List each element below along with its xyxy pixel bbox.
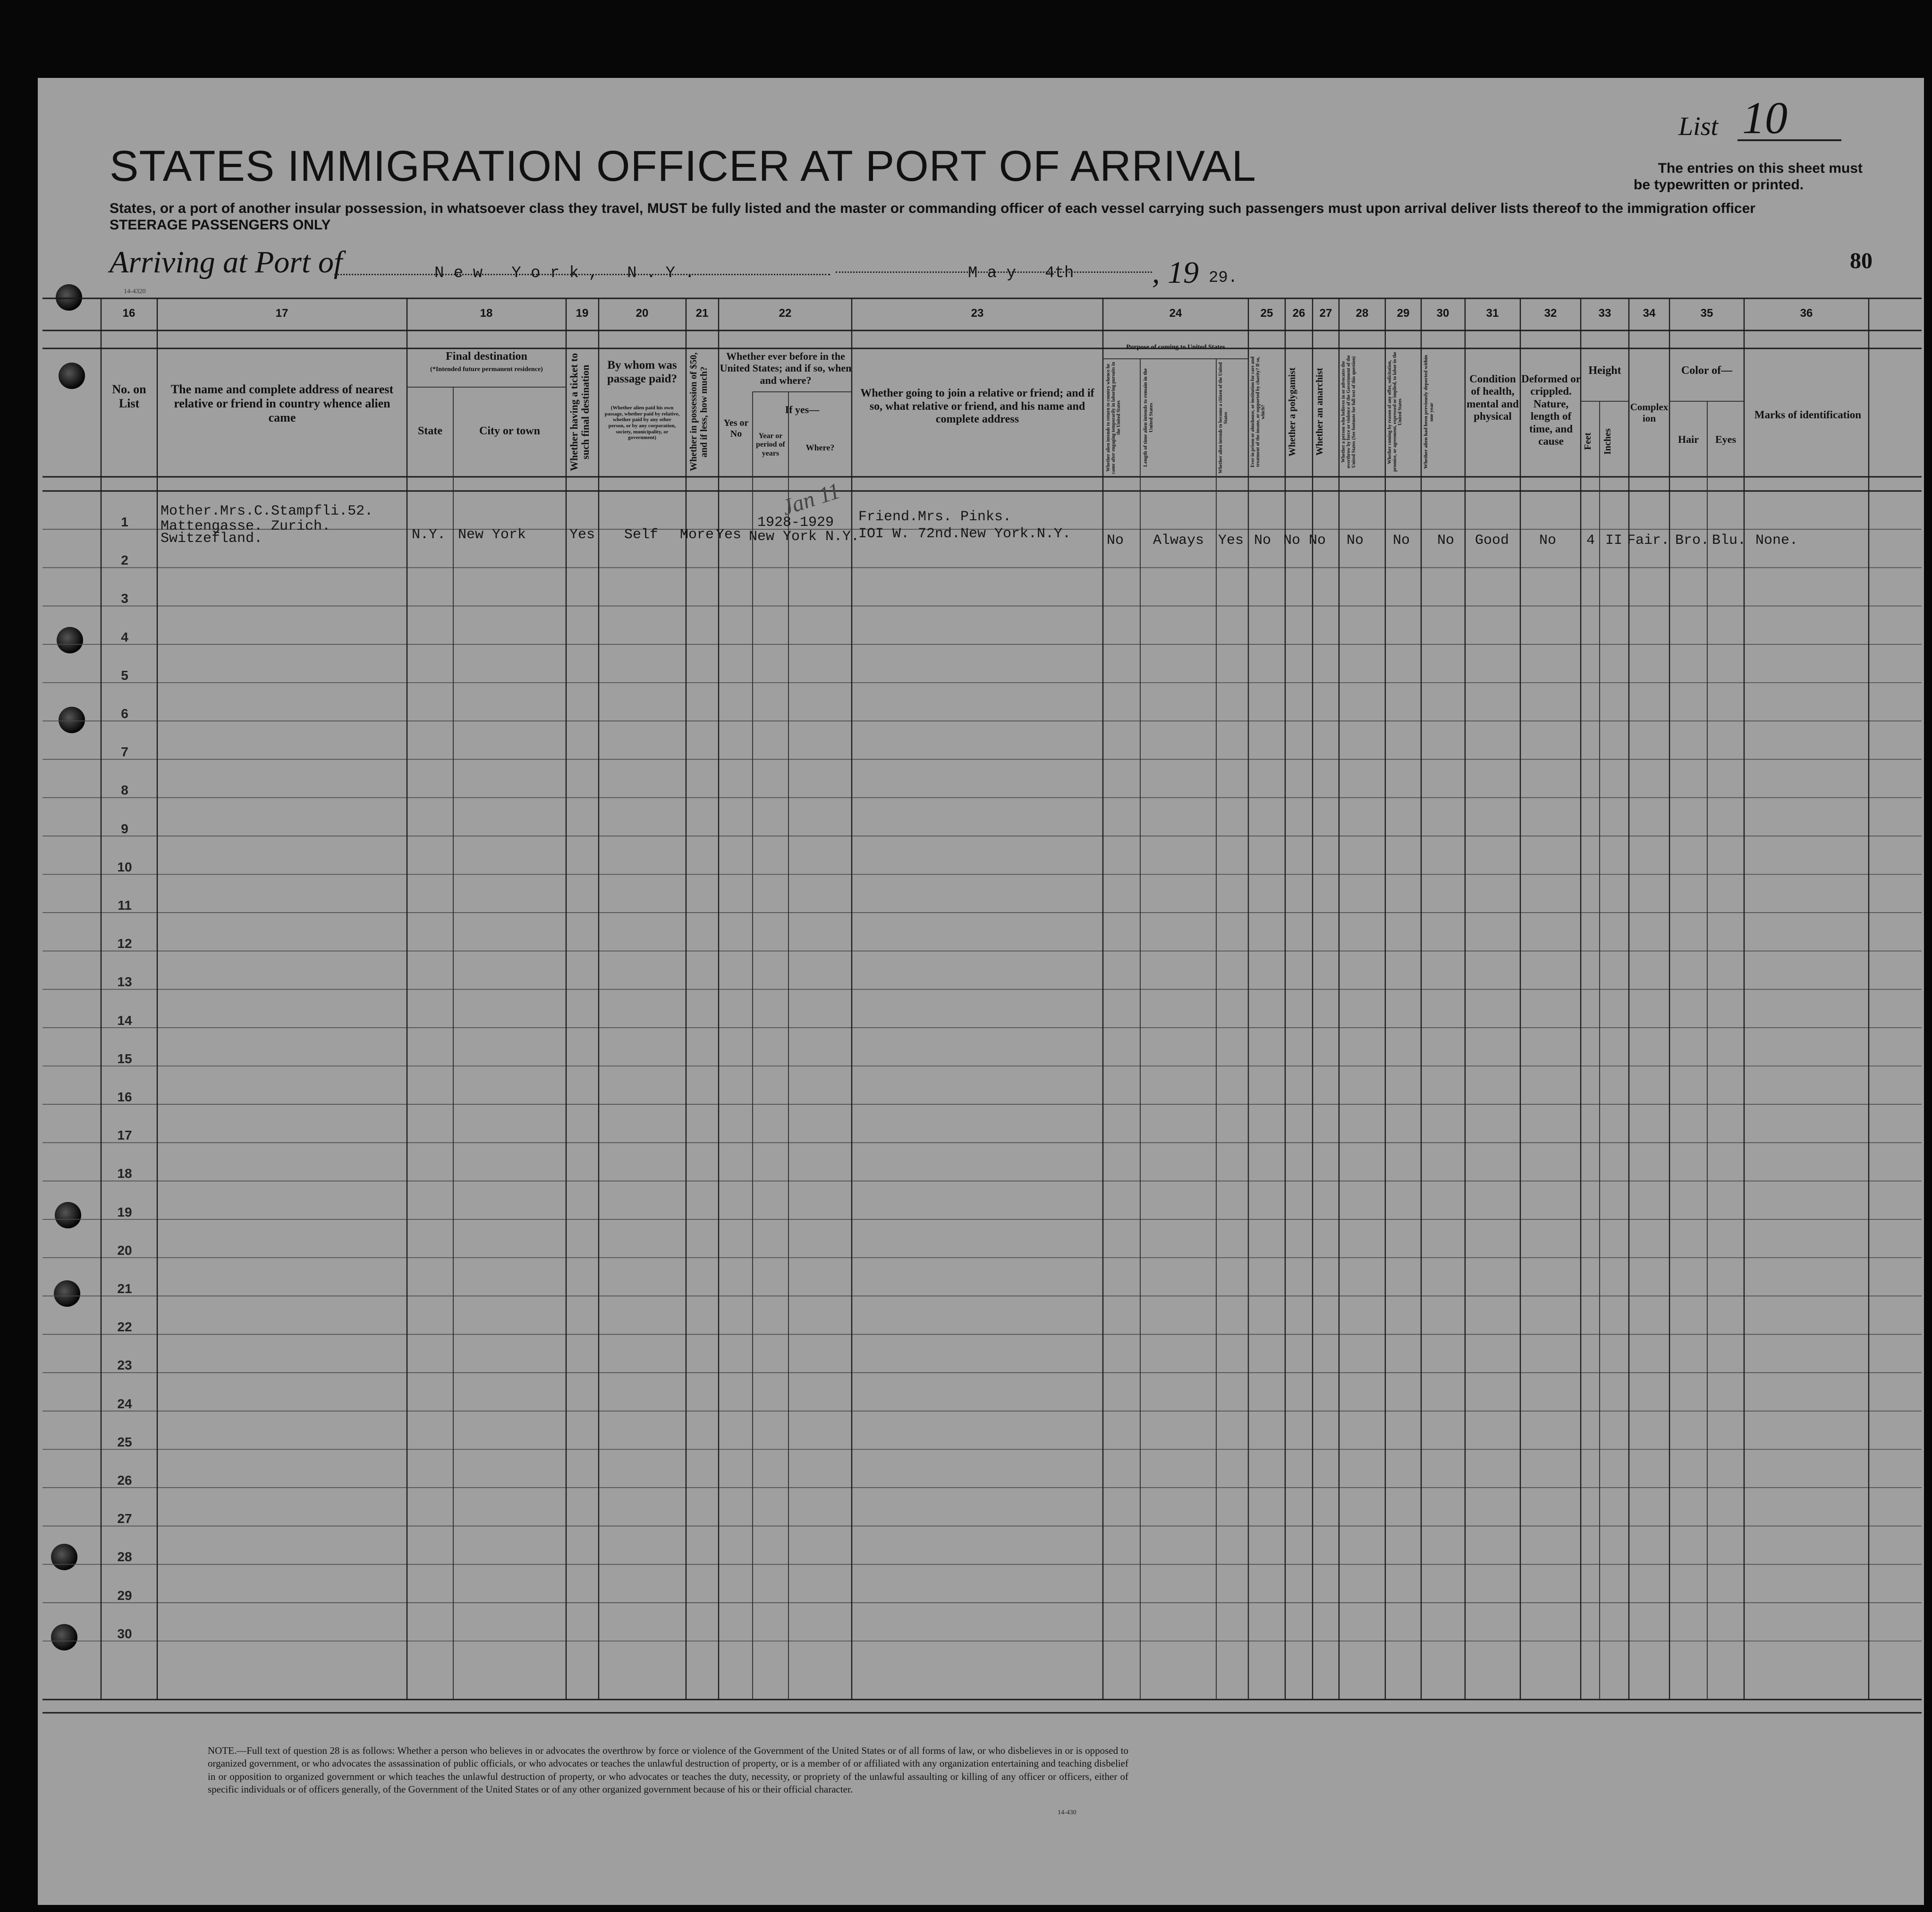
header-join-relative: Whether going to join a relative or friend; and if so, what relative or friend, and his name and complete address bbox=[860, 387, 1094, 426]
entry-prison: No bbox=[1254, 533, 1271, 549]
header-marks: Marks of identification bbox=[1754, 409, 1862, 421]
row-number: 5 bbox=[121, 668, 128, 683]
column-number: 36 bbox=[1800, 307, 1813, 320]
column-number: 29 bbox=[1397, 307, 1410, 320]
header-year-period: Year or period of years bbox=[756, 432, 785, 457]
header-if-yes: If yes— bbox=[785, 404, 820, 415]
header-prison: Ever in prison or almshouse, or institution for care and treatment of the insane, or supported by charity? If so, which? bbox=[1250, 356, 1266, 467]
header-ticket: Whether having a ticket to such final destination bbox=[568, 353, 592, 471]
header-inches: Inches bbox=[1602, 428, 1613, 455]
column-number: 27 bbox=[1319, 307, 1332, 320]
arriving-label: Arriving at Port of bbox=[110, 245, 343, 279]
column-number: 16 bbox=[122, 307, 136, 320]
entry-city: New York bbox=[458, 527, 526, 543]
row-number: 15 bbox=[117, 1051, 132, 1066]
row-number: 19 bbox=[117, 1204, 132, 1219]
entry-marks: None. bbox=[1755, 533, 1798, 549]
column-number: 33 bbox=[1598, 307, 1611, 320]
entry-deformed: No bbox=[1539, 533, 1557, 549]
header-passage-paid: By whom was passage paid? bbox=[607, 359, 677, 385]
column-number: 20 bbox=[636, 307, 649, 320]
list-number: 10 bbox=[1742, 93, 1788, 143]
row-number: 18 bbox=[117, 1166, 132, 1181]
entry-feet: 4 bbox=[1586, 533, 1595, 549]
row-number: 6 bbox=[121, 706, 128, 721]
column-number: 26 bbox=[1292, 307, 1305, 320]
header-polygamist: Whether a polygamist bbox=[1287, 367, 1297, 457]
header-relative-address: The name and complete address of nearest relative or friend in country whence alien came bbox=[170, 382, 394, 424]
entry-join-line1: Friend.Mrs. Pinks. bbox=[858, 509, 1012, 525]
port-value: N e w Y o r k , N . Y . bbox=[434, 264, 695, 282]
entry-where: New York N.Y. bbox=[749, 529, 860, 545]
entry-citizen: Yes bbox=[1218, 533, 1244, 549]
column-number: 30 bbox=[1436, 307, 1449, 320]
header-health: Condition of health, mental and physical bbox=[1466, 373, 1519, 423]
row-number: 24 bbox=[117, 1396, 132, 1411]
row-number: 26 bbox=[117, 1473, 132, 1488]
row-number: 4 bbox=[121, 629, 128, 644]
row-number: 21 bbox=[117, 1281, 132, 1296]
header-overthrow: Whether a person who believes in or advocates the overthrow by force or violence of the Government of the United States (See footnote for full text of this question) bbox=[1341, 355, 1356, 469]
header-final-destination: Final destination bbox=[446, 350, 527, 363]
row-number: 10 bbox=[117, 859, 132, 874]
row-number: 9 bbox=[121, 821, 128, 836]
column-number: 21 bbox=[695, 307, 709, 320]
row-number: 7 bbox=[121, 744, 128, 760]
entry-inches: II bbox=[1605, 533, 1623, 549]
row-number: 27 bbox=[117, 1511, 132, 1526]
row-number: 17 bbox=[117, 1128, 132, 1143]
header-eyes: Eyes bbox=[1715, 433, 1736, 445]
entry-complexion: Fair. bbox=[1627, 533, 1670, 549]
entry-join-line2: IOI W. 72nd.New York.N.Y. bbox=[858, 526, 1071, 542]
year-prefix: , 19 bbox=[1152, 255, 1199, 290]
header-before-in-us: Whether ever before in the United States; and if so, when and where? bbox=[720, 350, 852, 386]
list-label: List bbox=[1678, 112, 1719, 141]
header-final-destination-note: (*Intended future permanent residence) bbox=[430, 366, 543, 373]
column-number: 32 bbox=[1544, 307, 1557, 320]
header-citizen-intent: Whether alien intends to become a citizen of the United States bbox=[1218, 362, 1229, 474]
entry-length-stay: Always bbox=[1153, 533, 1204, 549]
row-number: 29 bbox=[117, 1588, 132, 1603]
entry-years: 1928-1929 bbox=[757, 515, 834, 531]
entry-paid-by: Self bbox=[624, 527, 659, 543]
column-number: 17 bbox=[275, 307, 288, 320]
entry-relative-line1: Mother.Mrs.C.Stampfli.52. bbox=[161, 503, 373, 519]
footnote-code: 14-430 bbox=[1058, 1809, 1076, 1816]
entry-eyes: Blu. bbox=[1712, 533, 1746, 549]
header-color-of: Color of— bbox=[1681, 364, 1733, 377]
column-number: 23 bbox=[971, 307, 984, 320]
row-number: 16 bbox=[117, 1090, 132, 1104]
header-length-stay: Length of time alien intends to remain in the United States bbox=[1143, 368, 1154, 467]
year-value: 29. bbox=[1209, 269, 1238, 287]
header-city: City or town bbox=[479, 425, 540, 437]
row-number: 20 bbox=[117, 1243, 132, 1258]
header-no-on-list: No. on List bbox=[112, 382, 146, 410]
row-number: 13 bbox=[117, 974, 132, 990]
row-number: 1 bbox=[121, 515, 128, 529]
handwritten-note: Jan 11 bbox=[779, 478, 843, 521]
header-money: Whether in possession of $50, and if less, how much? bbox=[688, 352, 709, 472]
header-state: State bbox=[418, 425, 442, 437]
entry-overthrow: No bbox=[1347, 533, 1364, 549]
steerage-label: STEERAGE PASSENGERS ONLY bbox=[110, 217, 331, 233]
column-number: 19 bbox=[576, 307, 589, 320]
header-before-yes-no: Yes or No bbox=[723, 418, 749, 439]
row-number: 2 bbox=[121, 553, 128, 568]
column-number: 35 bbox=[1700, 307, 1713, 320]
entry-relative-line2: Mattengasse. Zurich. bbox=[161, 518, 331, 534]
entries-note-2: be typewritten or printed. bbox=[1634, 177, 1804, 193]
entries-note-1: The entries on this sheet must bbox=[1658, 161, 1863, 176]
column-number: 31 bbox=[1486, 307, 1499, 320]
entry-deported: No bbox=[1437, 533, 1455, 549]
column-number: 34 bbox=[1643, 307, 1656, 320]
entry-hair: Bro. bbox=[1675, 533, 1710, 549]
entry-state: N.Y. bbox=[412, 527, 446, 543]
header-anarchist: Whether an anarchist bbox=[1314, 368, 1325, 456]
header-height: Height bbox=[1588, 364, 1621, 377]
entry-polygamist: No bbox=[1283, 533, 1301, 549]
column-number: 24 bbox=[1169, 307, 1182, 320]
row-number: 12 bbox=[117, 936, 132, 951]
column-number: 25 bbox=[1260, 307, 1273, 320]
entry-ticket: Yes bbox=[569, 527, 595, 543]
instructions-line: States, or a port of another insular possession, in whatsoever class they travel, MUST be fully listed and the master or commanding officer of each vessel carrying such passengers must upon arrival deliver lists thereof to the immigration officer bbox=[110, 201, 1755, 216]
row-number: 28 bbox=[117, 1549, 132, 1565]
column-number: 18 bbox=[480, 307, 493, 320]
row-number: 3 bbox=[121, 591, 128, 606]
header-deformed: Deformed or crippled. Nature, length of time, and cause bbox=[1521, 373, 1581, 448]
entry-relative-line3: Switzefland. bbox=[161, 531, 263, 547]
row-number: 30 bbox=[117, 1626, 132, 1641]
row-number: 23 bbox=[117, 1358, 132, 1373]
header-hair: Hair bbox=[1678, 433, 1699, 445]
column-number: 28 bbox=[1356, 307, 1369, 320]
row-number: 8 bbox=[121, 783, 128, 798]
header-deported: Whether alien had been previously deported within one year bbox=[1423, 355, 1435, 469]
header-where: Where? bbox=[805, 443, 835, 452]
page-number: 80 bbox=[1850, 248, 1873, 273]
header-purpose: Purpose of coming to United States bbox=[1126, 344, 1225, 351]
header-complexion: Complexion bbox=[1630, 401, 1669, 424]
row-number: 22 bbox=[117, 1320, 132, 1335]
header-passage-paid-note: (Whether alien paid his own passage, whether paid by relative, whether paid by any other person, or by any corporation, society, municipality, or government) bbox=[604, 405, 680, 441]
header-labor-offer: Whether coming by reason of any offer, solicitation, promise, or agreement, expressed or implied, to labor in the United States bbox=[1387, 352, 1403, 472]
entry-anarchist: No bbox=[1309, 533, 1326, 549]
footnote-question-28: NOTE.—Full text of question 28 is as follows: Whether a person who believes in or advocates the overthrow by force or violence of the Government of the United States or of all forms of law, or who disbelieves in or is opposed to organized government, or who advocates the assassination of public officials, or who advocates or teaches the unlawful destruction of property, or is a member of or affiliated with any organization entertaining and teaching disbelief in or opposition to organized government or which teaches the unlawful destruction of property, or who advocates or teaches the duty, necessity, or propriety of the unlawful assaulting or killing of any officer or officers, either of specific individuals or of officers generally, of the Government of the United States or of any other organized government because of his or their official character. bbox=[208, 1745, 1128, 1795]
entry-health: Good bbox=[1475, 533, 1509, 549]
header-feet: Feet bbox=[1583, 432, 1593, 450]
header-return-intent: Whether alien intends to return to country whence he came after engaging temporarily in laboring pursuits in the United States bbox=[1106, 362, 1121, 474]
page-title: STATES IMMIGRATION OFFICER AT PORT OF ARRIVAL bbox=[110, 142, 1256, 190]
column-number: 22 bbox=[779, 307, 792, 320]
row-number: 14 bbox=[117, 1013, 132, 1028]
date-value: M a y 4th bbox=[968, 264, 1074, 282]
row-number: 25 bbox=[117, 1434, 132, 1449]
entry-before-yes: Yes bbox=[716, 527, 742, 543]
row-number: 11 bbox=[118, 898, 132, 913]
entry-labor-offer: No bbox=[1393, 533, 1410, 549]
form-code: 14-4320 bbox=[124, 288, 146, 295]
entry-money: More bbox=[680, 527, 714, 543]
entry-return: No bbox=[1107, 533, 1124, 549]
